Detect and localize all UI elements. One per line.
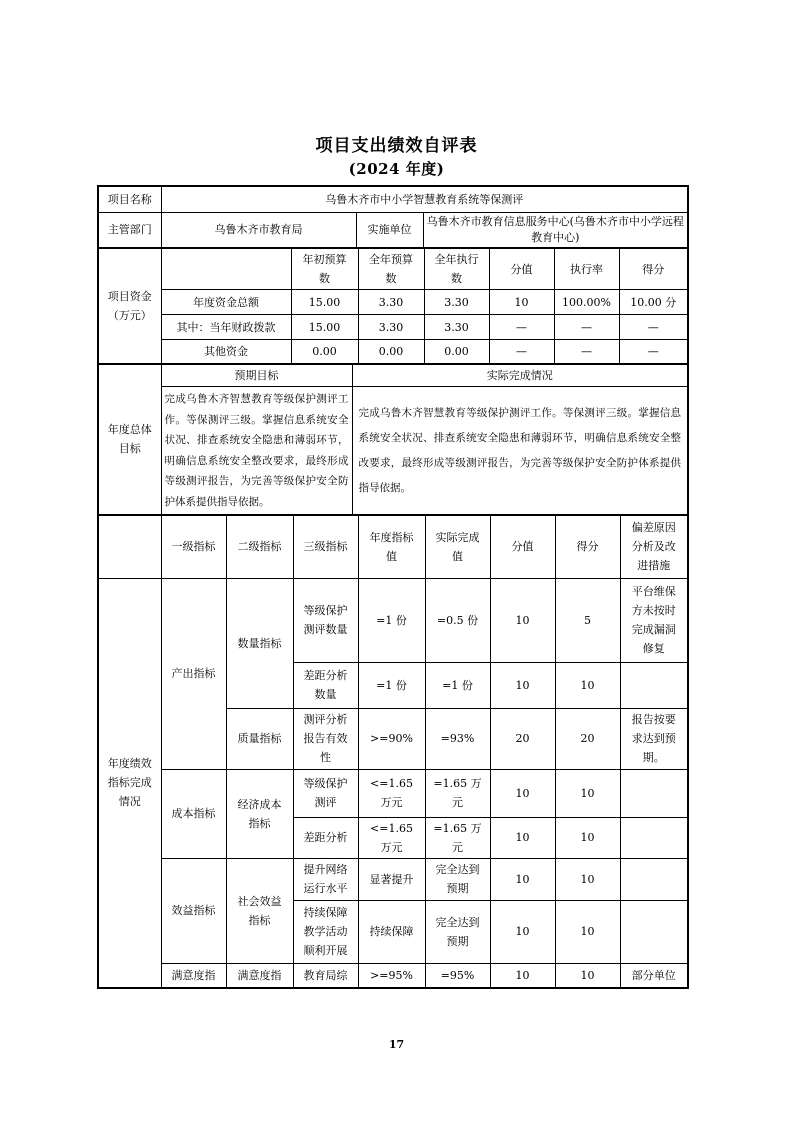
level1-cost: 成本指标 [161,769,226,858]
implementer-label: 实施单位 [356,212,423,248]
indicator-points: 10 [490,578,555,662]
funding-initial-budget: 15.00 [291,315,358,340]
indicator-points: 10 [490,858,555,900]
level2-satisfaction: 满意度指 [226,963,293,988]
indicator-score: 10 [555,662,620,708]
indicator-deviation [620,662,688,708]
level2-quality: 质量指标 [226,708,293,769]
funding-col-points: 分值 [489,248,554,290]
indicator-target: 显著提升 [358,858,425,900]
goals-table [97,363,689,517]
indicator-points: 10 [490,963,555,988]
indicator-target: =1 份 [358,662,425,708]
funding-row-name: 其他资金 [161,340,291,364]
page-subtitle: (2024 年度) [348,160,445,178]
indicator-target: >=90% [358,708,425,769]
indicators-col-points: 分值 [490,515,555,578]
indicator-actual: =0.5 份 [425,578,490,662]
indicator-points: 10 [490,662,555,708]
funding-annual-executed: 3.30 [424,290,489,315]
funding-initial-budget: 15.00 [291,290,358,315]
indicator-score: 10 [555,900,620,963]
indicators-col-deviation: 偏差原因分析及改进措施 [620,515,688,578]
indicators-col-actual: 实际完成值 [425,515,490,578]
funding-annual-executed: 0.00 [424,340,489,364]
indicator-target: 持续保障 [358,900,425,963]
indicator-deviation: 部分单位 [620,963,688,988]
indicator-deviation [620,858,688,900]
indicator-actual: =1.65 万元 [425,817,490,858]
indicator-actual: 完全达到预期 [425,858,490,900]
funding-table [97,247,689,365]
indicator-deviation [620,769,688,817]
indicator-target: <=1.65 万元 [358,769,425,817]
indicator-name: 等级保护测评数量 [293,578,358,662]
indicators-col-level3: 三级指标 [293,515,358,578]
funding-initial-budget: 0.00 [291,340,358,364]
indicator-name: 差距分析 [293,817,358,858]
funding-row-name: 年度资金总额 [161,290,291,315]
indicator-score: 20 [555,708,620,769]
funding-points: 10 [489,290,554,315]
funding-annual-budget: 3.30 [358,315,424,340]
funding-row-name: 其中：当年财政拨款 [161,315,291,340]
indicator-row [98,858,688,900]
funding-col-annual-budget: 全年预算数 [358,248,424,290]
indicators-col-level2: 二级指标 [226,515,293,578]
indicator-deviation: 报告按要求达到预期。 [620,708,688,769]
indicator-score: 5 [555,578,620,662]
funding-empty-cell [161,248,291,290]
level2-economic-cost: 经济成本指标 [226,769,293,858]
funding-points: — [489,340,554,364]
implementer-value: 乌鲁木齐市教育信息服务中心(乌鲁木齐市中小学远程教育中心) [423,212,688,248]
indicator-actual: =1.65 万元 [425,769,490,817]
supervisor-value: 乌鲁木齐市教育局 [161,212,356,248]
indicator-name: 测评分析报告有效性 [293,708,358,769]
funding-points: — [489,315,554,340]
funding-score: — [619,315,688,340]
goals-body-row [98,387,688,516]
indicator-score: 10 [555,963,620,988]
indicator-actual: =95% [425,963,490,988]
funding-row-other [98,340,688,364]
project-name-row [98,186,688,212]
level2-quantity: 数量指标 [226,578,293,708]
indicator-score: 10 [555,817,620,858]
funding-annual-budget: 3.30 [358,290,424,315]
funding-execution-rate: 100.00% [554,290,619,315]
indicator-row [98,769,688,817]
goals-expected-label: 预期目标 [161,364,352,387]
goals-header-row [98,364,688,387]
indicator-target: =1 份 [358,578,425,662]
indicator-name: 等级保护测评 [293,769,358,817]
level1-output: 产出指标 [161,578,226,769]
indicators-section-label: 年度绩效指标完成情况 [98,578,161,988]
indicator-score: 10 [555,858,620,900]
indicator-points: 10 [490,900,555,963]
indicator-actual: 完全达到预期 [425,900,490,963]
indicators-col-target: 年度指标值 [358,515,425,578]
indicators-empty-cell [98,515,161,578]
supervisor-label: 主管部门 [98,212,161,248]
project-header-table [97,185,689,249]
indicator-name: 提升网络运行水平 [293,858,358,900]
indicator-deviation [620,817,688,858]
funding-execution-rate: — [554,340,619,364]
funding-col-annual-executed: 全年执行数 [424,248,489,290]
indicators-table [97,514,689,989]
indicators-col-score: 得分 [555,515,620,578]
funding-col-score: 得分 [619,248,688,290]
funding-score: — [619,340,688,364]
level1-satisfaction: 满意度指 [161,963,226,988]
indicator-name: 教育局综 [293,963,358,988]
indicator-actual: =1 份 [425,662,490,708]
indicator-target: >=95% [358,963,425,988]
indicator-name: 差距分析数量 [293,662,358,708]
indicators-col-level1: 一级指标 [161,515,226,578]
goals-actual-text: 完成乌鲁木齐智慧教育等级保护测评工作。等保测评三级。掌握信息系统安全状况、排查系统安全隐患和薄弱环节，明确信息系统安全整改要求，最终形成等级测评报告，为完善等级保护安全防护体系提供指导依据。 [352,387,688,516]
indicator-name: 持续保障教学活动顺利开展 [293,900,358,963]
indicator-actual: =93% [425,708,490,769]
funding-execution-rate: — [554,315,619,340]
indicator-row [98,578,688,662]
indicator-deviation [620,900,688,963]
indicator-deviation: 平台维保方未按时完成漏洞修复 [620,578,688,662]
indicator-points: 10 [490,817,555,858]
goals-section-label: 年度总体目标 [98,364,161,516]
funding-col-initial-budget: 年初预算数 [291,248,358,290]
indicator-points: 20 [490,708,555,769]
funding-annual-executed: 3.30 [424,315,489,340]
funding-row-fiscal [98,315,688,340]
project-name-value: 乌鲁木齐市中小学智慧教育系统等保测评 [161,186,688,212]
goals-expected-text: 完成乌鲁木齐智慧教育等级保护测评工作。等保测评三级。掌握信息系统安全状况、排查系统安全隐患和薄弱环节，明确信息系统安全整改要求，最终形成等级测评报告，为完善等级保护安全防护体系提供指导依据。 [161,387,352,516]
indicators-header-row [98,515,688,578]
level2-social-benefit: 社会效益指标 [226,858,293,963]
self-evaluation-table [97,185,687,989]
indicator-points: 10 [490,769,555,817]
page-number: 17 [388,1038,405,1051]
goals-actual-label: 实际完成情况 [352,364,688,387]
funding-row-total [98,290,688,315]
indicator-score: 10 [555,769,620,817]
page-title: 项目支出绩效自评表 [315,136,478,156]
funding-header-row [98,248,688,290]
indicator-target: <=1.65 万元 [358,817,425,858]
department-row [98,212,688,248]
funding-annual-budget: 0.00 [358,340,424,364]
indicator-row [98,963,688,988]
level1-benefit: 效益指标 [161,858,226,963]
project-name-label: 项目名称 [98,186,161,212]
funding-col-execution-rate: 执行率 [554,248,619,290]
funding-section-label: 项目资金（万元） [98,248,161,364]
funding-score: 10.00 分 [619,290,688,315]
